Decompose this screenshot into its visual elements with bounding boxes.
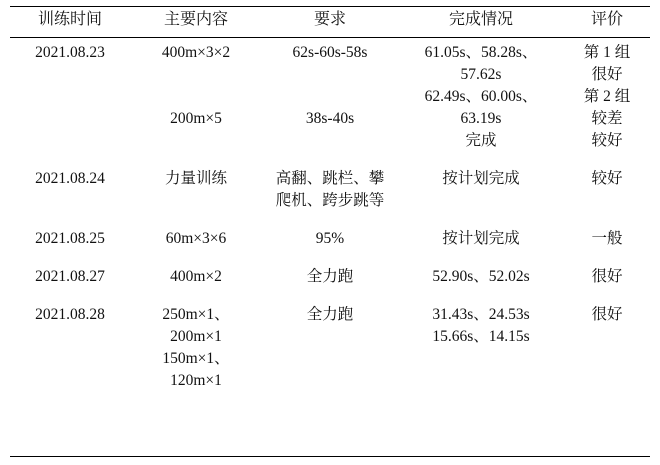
content-line: 400m×2 [170,268,222,285]
evaluation-line: 一般 [591,230,623,247]
requirement-line: 爬机、跨步跳等 [275,192,385,209]
content-line [132,86,260,108]
table-bottom-rule [10,456,650,457]
table-body [10,38,650,397]
spacer-cell [262,254,398,262]
status-line: 按计划完成 [442,170,520,187]
cell-status [398,224,564,254]
spacer-cell [564,292,650,300]
content-line: 120m×1 [170,372,222,389]
spacer-cell [262,292,398,300]
table-row [10,262,650,292]
table-header [10,7,650,38]
training-schedule-table [10,6,650,396]
content-line [132,64,260,86]
cell-requirement [262,224,398,254]
table-row [10,300,650,396]
column-header-content: 主要内容 [163,11,228,28]
evaluation-line: 很好 [591,306,623,323]
evaluation-line: 较好 [591,132,623,149]
spacer-cell [130,156,262,164]
spacer-cell [398,156,564,164]
cell-date [10,262,130,292]
cell-content [130,164,262,216]
spacer-cell [130,292,262,300]
cell-evaluation [564,38,650,157]
status-line: 31.43s、24.53s [432,306,530,323]
content-line: 150m×1、 [162,350,230,367]
table-row [10,164,650,216]
cell-content [130,38,262,157]
spacer-cell [564,216,650,224]
spacer-cell [10,254,130,262]
cell-evaluation [564,262,650,292]
requirement-line [264,64,396,86]
requirement-line [264,86,396,108]
cell-status [398,38,564,157]
cell-evaluation [564,224,650,254]
evaluation-line: 较好 [591,170,623,187]
status-line: 52.90s、52.02s [432,268,530,285]
status-line: 62.49s、60.00s、 [424,88,538,105]
requirement-line: 62s-60s-58s [292,44,368,61]
date-text: 2021.08.24 [35,170,105,187]
status-line: 按计划完成 [442,230,520,247]
evaluation-line: 第 2 组 [583,88,631,105]
spacer-cell [10,156,130,164]
date-text: 2021.08.28 [35,306,105,323]
date-text: 2021.08.23 [35,44,105,61]
cell-requirement [262,38,398,157]
table-row [10,224,650,254]
evaluation-line: 较差 [591,110,623,127]
column-header-evaluation: 评价 [590,11,623,28]
row-spacer [10,292,650,300]
spacer-cell [398,292,564,300]
content-line: 力量训练 [164,170,227,187]
spacer-cell [262,156,398,164]
spacer-cell [564,254,650,262]
requirement-line: 高翻、跳栏、攀 [275,170,385,187]
column-header-date: 训练时间 [37,11,102,28]
content-line: 200m×5 [170,110,222,127]
spacer-cell [130,254,262,262]
requirement-line: 95% [315,230,345,247]
table-header-row [10,7,650,38]
column-header-status: 完成情况 [448,11,513,28]
requirement-line: 38s-40s [305,110,355,127]
requirement-line: 全力跑 [306,268,354,285]
cell-evaluation [564,164,650,216]
spacer-cell [130,216,262,224]
date-text: 2021.08.27 [35,268,105,285]
date-text: 2021.08.25 [35,230,105,247]
status-line: 完成 [465,132,497,149]
row-spacer [10,156,650,164]
row-spacer [10,216,650,224]
column-header-requirement: 要求 [313,11,346,28]
status-line: 15.66s、14.15s [432,328,530,345]
cell-requirement [262,262,398,292]
spacer-cell [398,216,564,224]
cell-requirement [262,300,398,396]
status-line: 57.62s [460,66,502,83]
cell-date [10,300,130,396]
spacer-cell [10,292,130,300]
requirement-line: 全力跑 [306,306,354,323]
table-row [10,38,650,157]
content-line: 250m×1、 [162,306,230,323]
spacer-cell [262,216,398,224]
cell-evaluation [564,300,650,396]
content-line: 400m×3×2 [161,44,231,61]
cell-date [10,224,130,254]
content-line: 60m×3×6 [165,230,227,247]
cell-content [130,300,262,396]
row-spacer [10,254,650,262]
cell-status [398,300,564,396]
cell-requirement [262,164,398,216]
status-line: 61.05s、58.28s、 [424,44,538,61]
evaluation-line: 很好 [591,66,623,83]
spacer-cell [398,254,564,262]
spacer-cell [10,216,130,224]
cell-status [398,164,564,216]
cell-date [10,38,130,157]
cell-date [10,164,130,216]
cell-status [398,262,564,292]
evaluation-line: 第 1 组 [583,44,631,61]
cell-content [130,262,262,292]
cell-content [130,224,262,254]
content-line: 200m×1 [170,328,222,345]
spacer-cell [564,156,650,164]
evaluation-line: 很好 [591,268,623,285]
status-line: 63.19s [460,110,502,127]
